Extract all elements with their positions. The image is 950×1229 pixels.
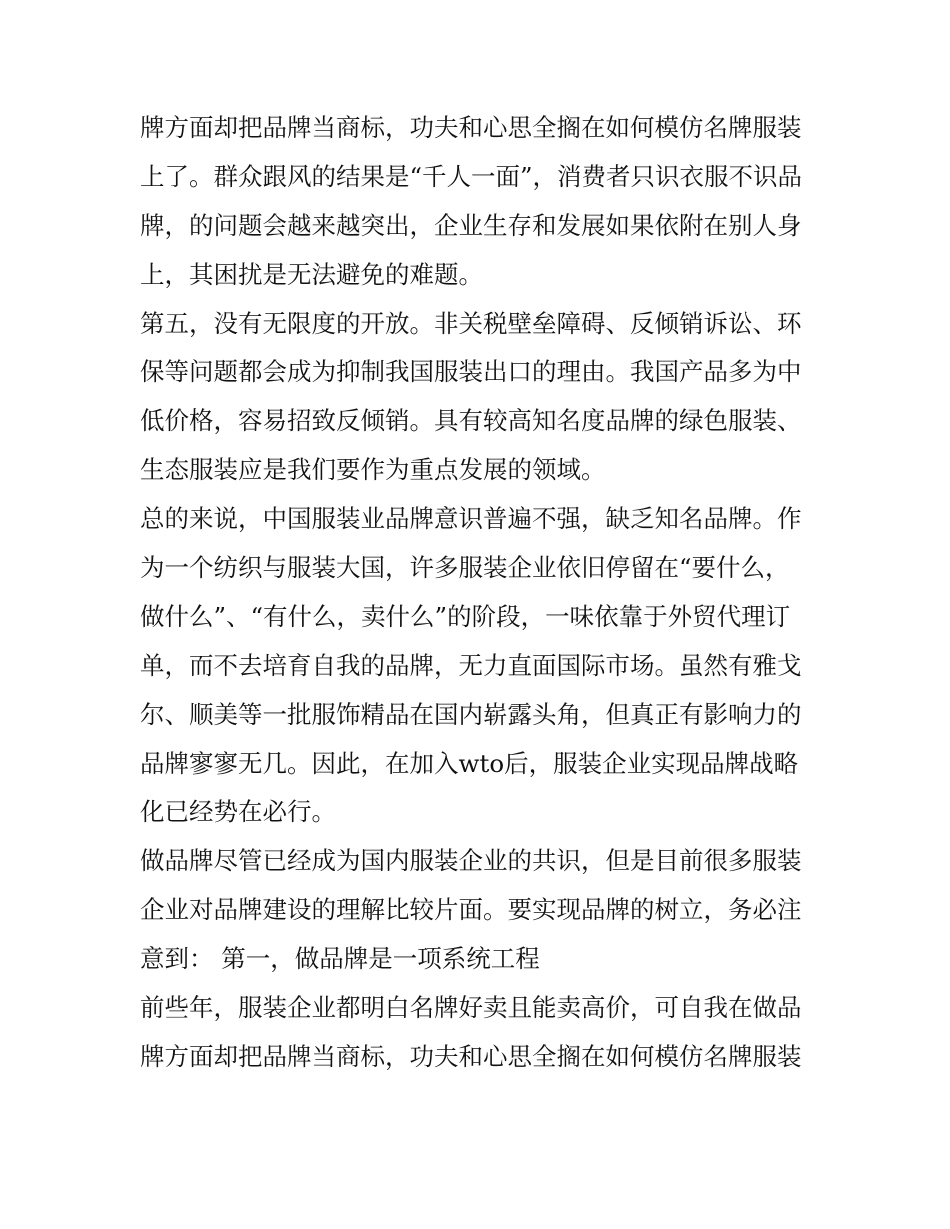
text-line: 牌方面却把品牌当商标，功夫和心思全搁在如何模仿名牌服装	[140, 113, 802, 142]
text-line: 生态服装应是我们要作为重点发展的领域。	[140, 455, 606, 485]
text-line: 第五，没有无限度的开放。非关税壁垒障碍、反倾销诉讼、环	[140, 308, 802, 338]
text-line: 总的来说，中国服装业品牌意识普遍不强，缺乏知名品牌。作	[140, 504, 802, 534]
text-line: 牌，的问题会越来越突出，企业生存和发展如果依附在别人身	[140, 210, 802, 240]
text-line: 上了。群众跟风的结果是“千人一面”，消费者只识衣服不识品	[140, 161, 803, 191]
text-line: 保等问题都会成为抑制我国服装出口的理由。我国产品多为中	[140, 357, 802, 387]
text-line: 尔、顺美等一批服饰精品在国内崭露头角，但真正有影响力的	[140, 699, 802, 729]
text-line: 前些年，服装企业都明白名牌好卖且能卖高价，可自我在做品	[140, 993, 802, 1023]
text-line: 品牌寥寥无几。因此，在加入wto后，服装企业实现品牌战略	[140, 748, 799, 778]
text-line: 为一个纺织与服装大国，许多服装企业依旧停留在“要什么，	[140, 553, 790, 583]
body-text	[140, 104, 820, 1082]
text-line: 企业对品牌建设的理解比较片面。要实现品牌的树立，务必注	[140, 895, 802, 925]
text-line: 上，其困扰是无法避免的难题。	[140, 259, 483, 289]
text-line: 做什么”、“有什么，卖什么”的阶段，一味依靠于外贸代理订	[140, 601, 791, 631]
text-line: 单，而不去培育自我的品牌，无力直面国际市场。虽然有雅戈	[140, 650, 802, 680]
text-line: 牌方面却把品牌当商标，功夫和心思全搁在如何模仿名牌服装	[140, 1041, 802, 1071]
text-line: 低价格，容易招致反倾销。具有较高知名度品牌的绿色服装、	[140, 406, 802, 436]
text-line: 意到： 第一，做品牌是一项系统工程	[140, 944, 540, 974]
text-line: 做品牌尽管已经成为国内服装企业的共识，但是目前很多服装	[140, 846, 802, 876]
text-line: 化已经势在必行。	[140, 797, 336, 827]
